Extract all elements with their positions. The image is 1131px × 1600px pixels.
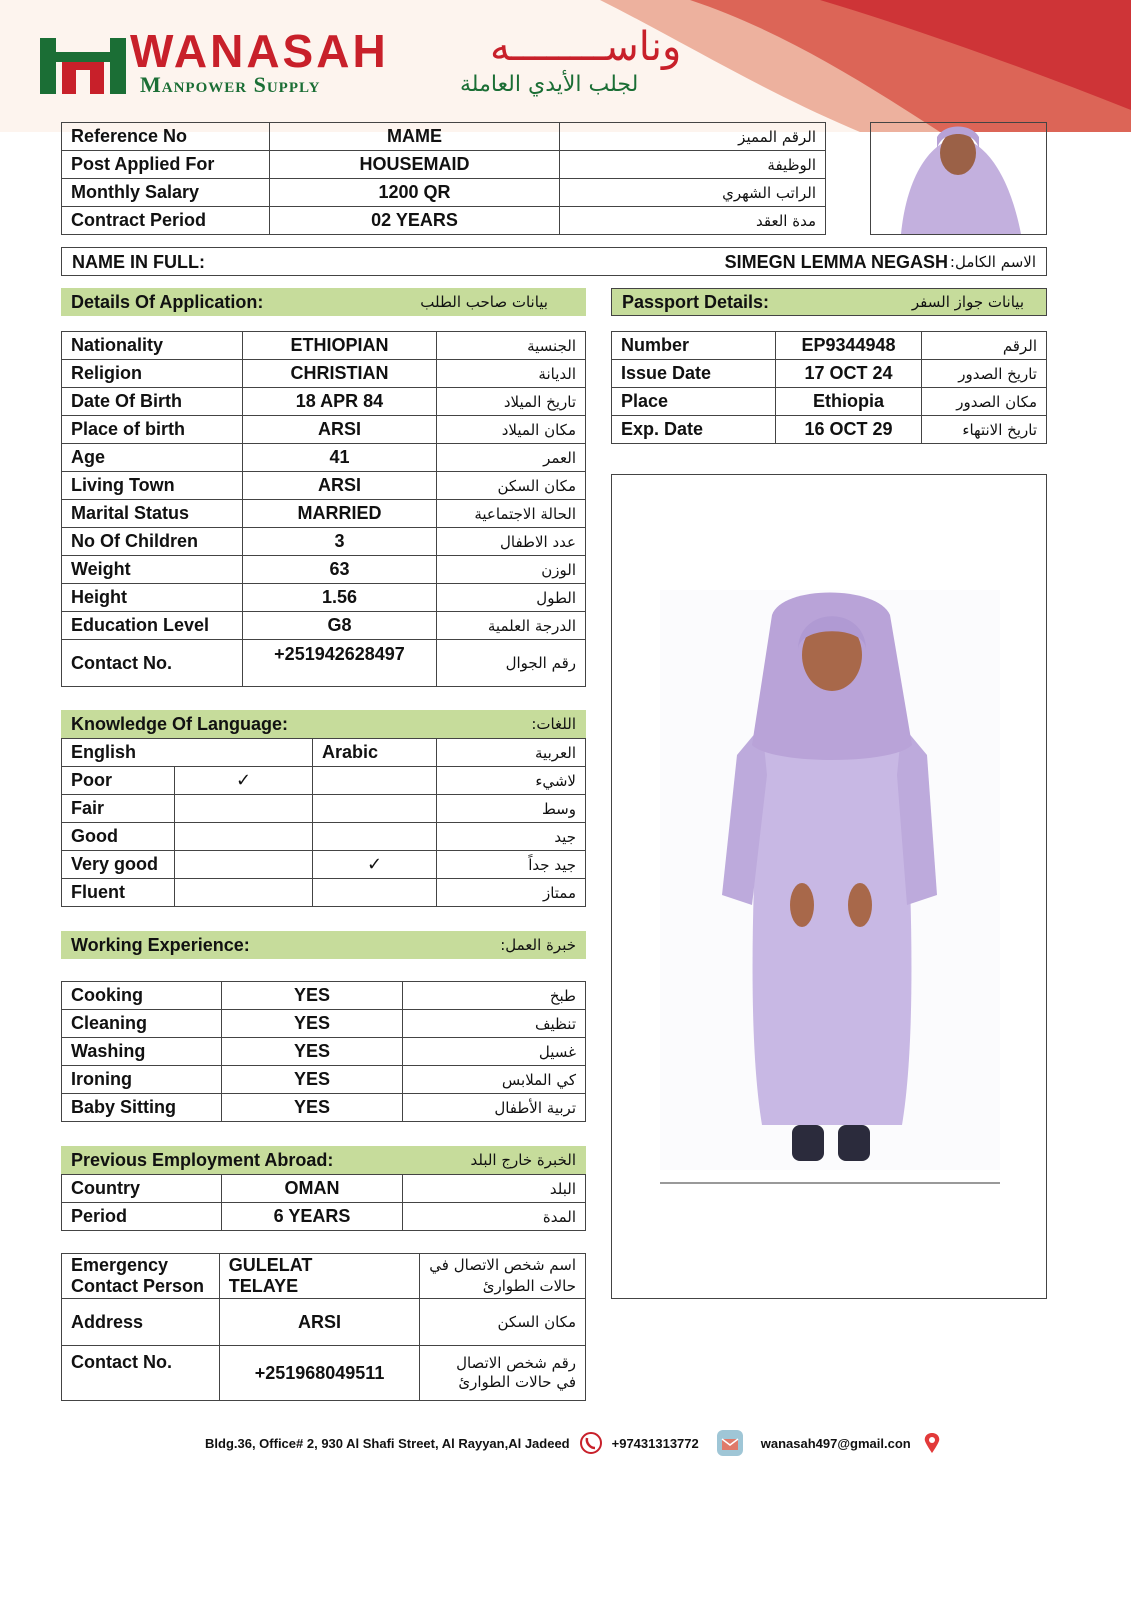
row-label: No Of Children [62,528,243,556]
row-label: Cooking [62,982,222,1010]
level-label: Poor [62,767,175,795]
address-arabic: مكان السكن [420,1299,586,1346]
row-value: MARRIED [243,500,437,528]
arabic-line: حالات الطوارئ [482,1277,576,1295]
english-level-check [175,795,313,823]
row-label: Reference No [62,123,270,151]
row-label: Post Applied For [62,151,270,179]
row-label-arabic: تنظيف [403,1010,586,1038]
language-level-row [62,795,586,823]
english-level-check [175,851,313,879]
headshot-photo [870,122,1047,235]
emergency-contact-value: +251968049511 [219,1346,420,1401]
table-row [62,360,586,388]
section-title-arabic: الخبرة خارج البلد [470,1151,576,1169]
table-row [62,444,586,472]
email-icon [715,1428,745,1458]
row-label-arabic: مكان الميلاد [437,416,586,444]
brand-name: WANASAH [130,25,389,77]
row-value: MAME [270,123,560,151]
table-row [62,1066,586,1094]
table-row [62,179,826,207]
row-label-arabic: طبخ [403,982,586,1010]
row-label: Weight [62,556,243,584]
table-row [62,207,826,235]
language-level-row [62,823,586,851]
arabic-header-arabic: العربية [437,739,586,767]
passport-table [611,331,1047,444]
section-header-application [61,288,586,316]
arabic-level-check [313,767,437,795]
arabic-level-check: ✓ [313,851,437,879]
row-label-arabic: المدة [403,1203,586,1231]
arabic-level-check [313,879,437,907]
full-name-label-arabic: الاسم الكامل: [949,253,1036,271]
row-value: +251942628497 [243,640,437,687]
company-logo-icon [40,30,126,94]
arabic-line: اسم شخص الاتصال في [429,1256,576,1274]
experience-table [61,981,586,1122]
row-value: 16 OCT 29 [776,416,922,444]
level-label-arabic: جيد جداً [437,851,586,879]
emergency-contact-label: Contact No. [62,1346,220,1401]
row-label-arabic: العمر [437,444,586,472]
row-value: OMAN [222,1175,403,1203]
location-pin-icon [919,1430,945,1456]
abroad-table [61,1174,586,1231]
row-label-arabic: مكان الصدور [922,388,1047,416]
row-label-arabic: الرقم [922,332,1047,360]
row-label: Age [62,444,243,472]
table-row [612,332,1047,360]
brand-name-arabic: وناســــــــه [490,24,682,70]
table-row [62,640,586,687]
row-value: YES [222,982,403,1010]
row-label-arabic: الجنسية [437,332,586,360]
row-label: Date Of Birth [62,388,243,416]
english-level-check [175,823,313,851]
table-row [62,1038,586,1066]
row-label: Country [62,1175,222,1203]
row-label: Living Town [62,472,243,500]
footer-email[interactable]: wanasah497@gmail.con [760,1435,911,1451]
row-label: Exp. Date [612,416,776,444]
row-label: Marital Status [62,500,243,528]
table-row [62,123,826,151]
table-row [62,982,586,1010]
row-value: ARSI [243,472,437,500]
table-row [62,472,586,500]
table-row [62,556,586,584]
footer [205,1428,945,1458]
level-label-arabic: وسط [437,795,586,823]
arabic-level-check [313,823,437,851]
row-label-arabic: الدرجة العلمية [437,612,586,640]
row-value: YES [222,1094,403,1122]
section-title-arabic: بيانات صاحب الطلب [420,293,548,311]
level-label-arabic: جيد [437,823,586,851]
section-title-arabic: خبرة العمل: [500,936,576,954]
arabic-line: في حالات الطوارئ [458,1373,576,1391]
row-value: 3 [243,528,437,556]
emergency-person-value [219,1254,420,1299]
row-label-arabic: الراتب الشهري [560,179,826,207]
address-label: Address [62,1299,220,1346]
row-label: Washing [62,1038,222,1066]
language-table [61,738,586,907]
table-row [62,1203,586,1231]
english-level-check [175,879,313,907]
arabic-level-check [313,795,437,823]
row-label-arabic: تربية الأطفال [403,1094,586,1122]
table-row [62,1010,586,1038]
application-table [61,331,586,687]
row-value: Ethiopia [776,388,922,416]
row-label-arabic: الحالة الاجتماعية [437,500,586,528]
row-label-arabic: تاريخ الانتهاء [922,416,1047,444]
table-row [612,416,1047,444]
row-value: YES [222,1010,403,1038]
row-value: CHRISTIAN [243,360,437,388]
address-value: ARSI [219,1299,420,1346]
row-label: Period [62,1203,222,1231]
row-value: 18 APR 84 [243,388,437,416]
level-label: Fluent [62,879,175,907]
row-label-arabic: عدد الاطفال [437,528,586,556]
row-label: Issue Date [612,360,776,388]
brand-tagline-arabic: لجلب الأيدي العاملة [460,72,639,97]
full-name-value: SIMEGN LEMMA NEGASH [724,252,948,272]
emergency-contact-arabic [420,1346,586,1401]
emergency-table [61,1253,586,1401]
row-label-arabic: مكان السكن [437,472,586,500]
row-label-arabic: الوزن [437,556,586,584]
table-row [62,151,826,179]
value-line: TELAYE [228,1276,299,1296]
row-label: Baby Sitting [62,1094,222,1122]
language-level-row [62,879,586,907]
row-value: 1.56 [243,584,437,612]
emergency-person-label [62,1254,220,1299]
section-title-arabic: اللغات: [531,715,576,733]
section-title: Previous Employment Abroad: [71,1149,334,1170]
arabic-header: Arabic [313,739,437,767]
table-row [62,416,586,444]
row-label: Place of birth [62,416,243,444]
table-row [62,584,586,612]
full-name-label: NAME IN FULL: [72,252,205,272]
row-label: Ironing [62,1066,222,1094]
table-row [62,332,586,360]
row-label: Contact No. [62,640,243,687]
arabic-line: رقم شخص الاتصال [456,1354,576,1372]
row-value: 63 [243,556,437,584]
table-row [612,388,1047,416]
brand-tagline: Manpower Supply [140,72,321,97]
section-header-experience [61,931,586,959]
row-label: Place [612,388,776,416]
row-value: 6 YEARS [222,1203,403,1231]
label-line: Contact Person [71,1276,205,1296]
row-value: 41 [243,444,437,472]
level-label: Very good [62,851,175,879]
row-label-arabic: الوظيفة [560,151,826,179]
row-value: ARSI [243,416,437,444]
table-row [62,528,586,556]
row-label-arabic: كي الملابس [403,1066,586,1094]
label-line: Emergency [71,1255,169,1275]
language-level-row [62,767,586,795]
section-header-language [61,710,586,738]
level-label: Fair [62,795,175,823]
section-title: Passport Details: [622,291,770,312]
row-label-arabic: البلد [403,1175,586,1203]
section-title: Knowledge Of Language: [71,713,289,734]
reference-table [61,122,826,235]
level-label: Good [62,823,175,851]
section-title: Working Experience: [71,934,250,955]
english-level-check: ✓ [175,767,313,795]
level-label-arabic: ممتاز [437,879,586,907]
emergency-person-arabic [420,1254,586,1299]
row-value: YES [222,1038,403,1066]
table-row [62,500,586,528]
row-label: Religion [62,360,243,388]
language-level-row [62,851,586,879]
row-label-arabic: الرقم المميز [560,123,826,151]
level-label-arabic: لاشيء [437,767,586,795]
english-header: English [62,739,313,767]
row-label-arabic: غسيل [403,1038,586,1066]
section-title: Details Of Application: [71,291,264,312]
row-label: Education Level [62,612,243,640]
value-line: GULELAT [228,1255,313,1275]
row-value: EP9344948 [776,332,922,360]
row-label: Nationality [62,332,243,360]
footer-address: Bldg.36, Office# 2, 930 Al Shafi Street, Al Rayyan,Al Jadeed [205,1435,570,1451]
table-row [62,1094,586,1122]
row-label-arabic: الطول [437,584,586,612]
row-label: Contract Period [62,207,270,235]
row-label: Number [612,332,776,360]
table-row [62,1175,586,1203]
section-header-abroad [61,1146,586,1174]
footer-phone[interactable]: +97431313772 [611,1435,699,1451]
phone-icon [578,1430,604,1456]
row-label: Cleaning [62,1010,222,1038]
row-label-arabic: الديانة [437,360,586,388]
table-row [62,388,586,416]
row-label-arabic: تاريخ الميلاد [437,388,586,416]
section-title-arabic: بيانات جواز السفر [911,293,1024,311]
table-row [62,612,586,640]
row-value: HOUSEMAID [270,151,560,179]
full-body-photo [611,474,1047,1299]
letterhead [0,0,1131,132]
row-value: ETHIOPIAN [243,332,437,360]
row-label-arabic: رقم الجوال [437,640,586,687]
full-name-row [61,247,1047,276]
table-row [612,360,1047,388]
row-value: G8 [243,612,437,640]
row-value: 17 OCT 24 [776,360,922,388]
section-header-passport [611,288,1047,316]
row-value: 1200 QR [270,179,560,207]
row-label: Monthly Salary [62,179,270,207]
row-value: 02 YEARS [270,207,560,235]
row-label: Height [62,584,243,612]
row-value: YES [222,1066,403,1094]
row-label-arabic: مدة العقد [560,207,826,235]
row-label-arabic: تاريخ الصدور [922,360,1047,388]
